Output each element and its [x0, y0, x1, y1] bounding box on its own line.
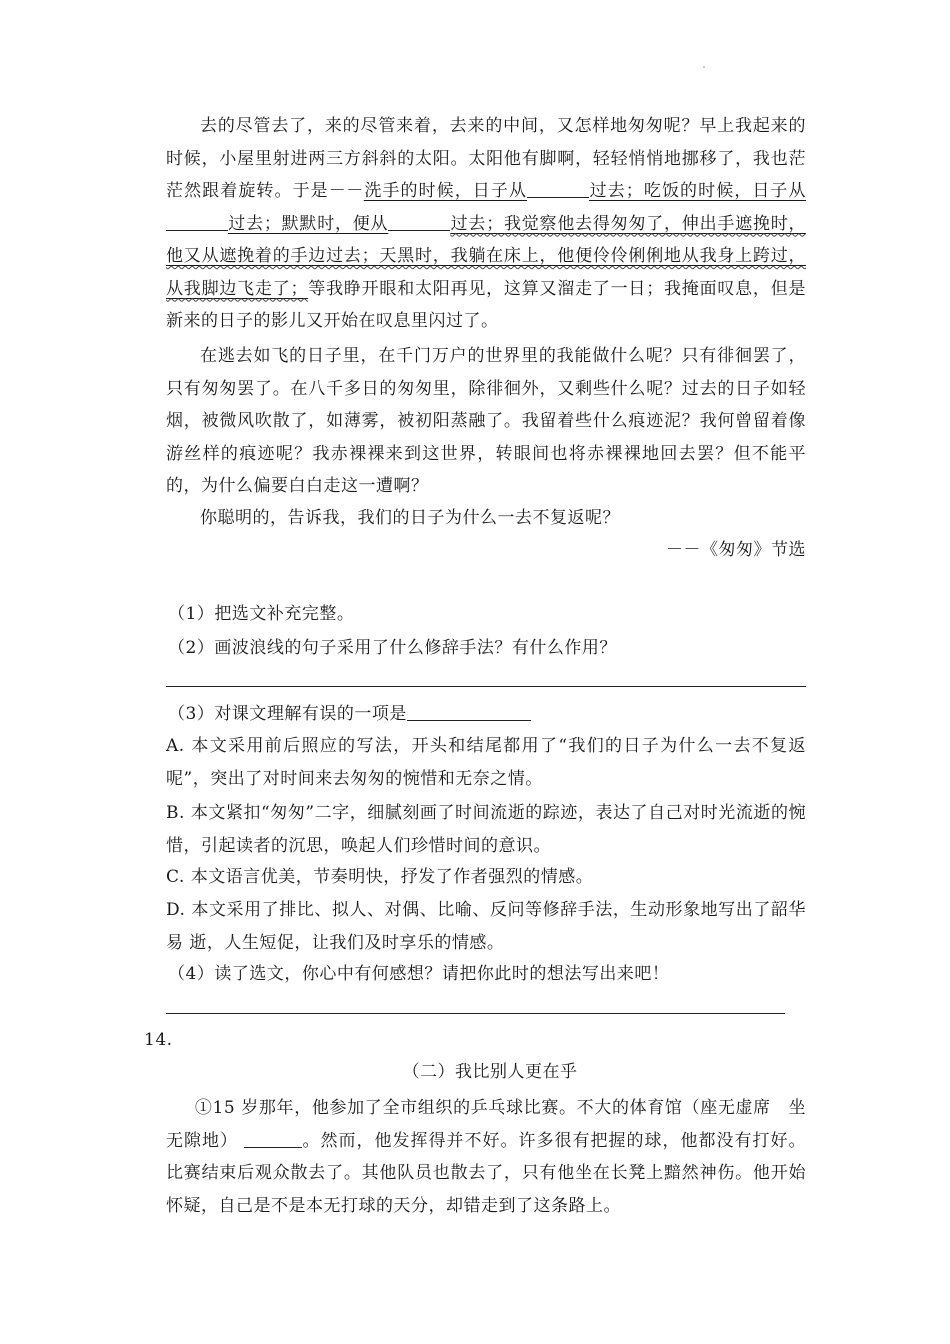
passage-paragraph-3: 你聪明的，告诉我，我们的日子为什么一去不复返呢？ — [200, 508, 620, 528]
question-1: （1）把选文补充完整。 — [168, 604, 355, 624]
option-d: D. 本文采用了排比、拟人、对偶、比喻、反问等修辞手法，生动形象地写出了韶华易 逝，人生短促，让我们及时享乐的情感。 — [166, 900, 806, 953]
question-4: （4）读了选文，你心中有何感想？请把你此时的想法写出来吧！ — [168, 964, 670, 984]
answer-blank-2[interactable] — [166, 213, 228, 231]
answer-blank-q14[interactable] — [244, 1130, 302, 1148]
question-number-14: 14. — [144, 1030, 173, 1050]
passage-2-paragraph-1: ①15 岁那年，他参加了全市组织的乒乓球比赛。不大的体育馆（座无虚席 坐无隙地） 。然而，他发挥得并不好。许多很有把握的球，他都没有打好。比赛结束后观众散去了。其他队员也散去了，只有他坐在长凳上黯然神伤。他开始怀疑，自己是不是本无打球的天分，却错走到了这条路上。 — [166, 1098, 806, 1216]
answer-blank-3[interactable] — [388, 213, 450, 231]
option-c: C. 本文语言优美，节奏明快，抒发了作者强烈的情感。 — [166, 867, 594, 887]
fill-in-sentence: 洗手的时候，日子从 过去；吃饭的时候，日子从过去；默默时，便从 过去；我觉察他去得匆匆了，伸出手遮挽时，他又从遮挽着的手边过去；天黑时，我躺在床上，他便伶伶俐俐地从我身上跨过，从我脚边飞走了； — [166, 181, 807, 299]
passage-2-title: （二）我比别人更在乎 — [402, 1062, 578, 1082]
answer-line-q4[interactable] — [166, 1013, 785, 1014]
question-3: （3）对课文理解有误的一项是 — [168, 698, 531, 730]
option-b: B. 本文紧扣“匆匆”二字，细腻刻画了时间流逝的踪迹，表达了自己对时光流逝的惋 惜，引起读者的沉思，唤起人们珍惜时间的意识。 — [166, 803, 806, 856]
option-a: A. 本文采用前后照应的写法，开头和结尾都用了“我们的日子为什么一去不复返呢”，突出了对时间来去匆匆的惋惜和无奈之情。 — [166, 736, 806, 789]
page-mark — [703, 66, 705, 68]
answer-line-q2[interactable] — [166, 686, 806, 687]
answer-blank-q3[interactable] — [407, 703, 531, 721]
passage-paragraph-1: 去的尽管去了，来的尽管来着，去来的中间，又怎样地匆匆呢？早上我起来的时候，小屋里射进两三方斜斜的太阳。太阳他有脚啊，轻轻悄悄地挪移了，我也茫茫然跟着旋转。于是－－洗手的时候，日子从 过去；吃饭的时候，日子从过去；默默时，便从 过去；我觉察他去得匆匆了，伸出手遮挽时，他又从遮挽着的手边过去；天黑时，我躺在床上，他便伶伶俐俐地从我身上跨过，从我脚边飞走了；等我睁开眼和太阳再见，这算又溜走了一日；我掩面叹息，但是新来的日子的影儿又开始在叹息里闪过了。 — [166, 116, 807, 331]
passage-paragraph-2: 在逃去如飞的日子里，在千门万户的世界里的我能做什么呢？只有徘徊罢了，只有匆匆罢了。在八千多日的匆匆里，除徘徊外，又剩些什么呢？过去的日子如轻烟，被微风吹散了，如薄雾，被初阳蒸融了。我留着些什么痕迹泥？我何曾留着像游丝样的痕迹呢？我赤裸裸来到这世界，转眼间也将赤裸裸地回去罢？但不能平的，为什么偏要白白走这一遭啊？ — [166, 346, 806, 496]
passage-source: －－《匆匆》节选 — [666, 540, 806, 560]
wavy-underlined-sentence: 过去；我觉察他去得匆匆了，伸出手遮挽时，他又从遮挽着的手边过去；天黑时，我躺在床上，他便伶伶俐俐地从我身上跨过，从我脚边飞走了； — [166, 213, 807, 299]
answer-blank-1[interactable] — [527, 180, 589, 198]
question-2: （2）画波浪线的句子采用了什么修辞手法？有什么作用？ — [168, 638, 617, 658]
